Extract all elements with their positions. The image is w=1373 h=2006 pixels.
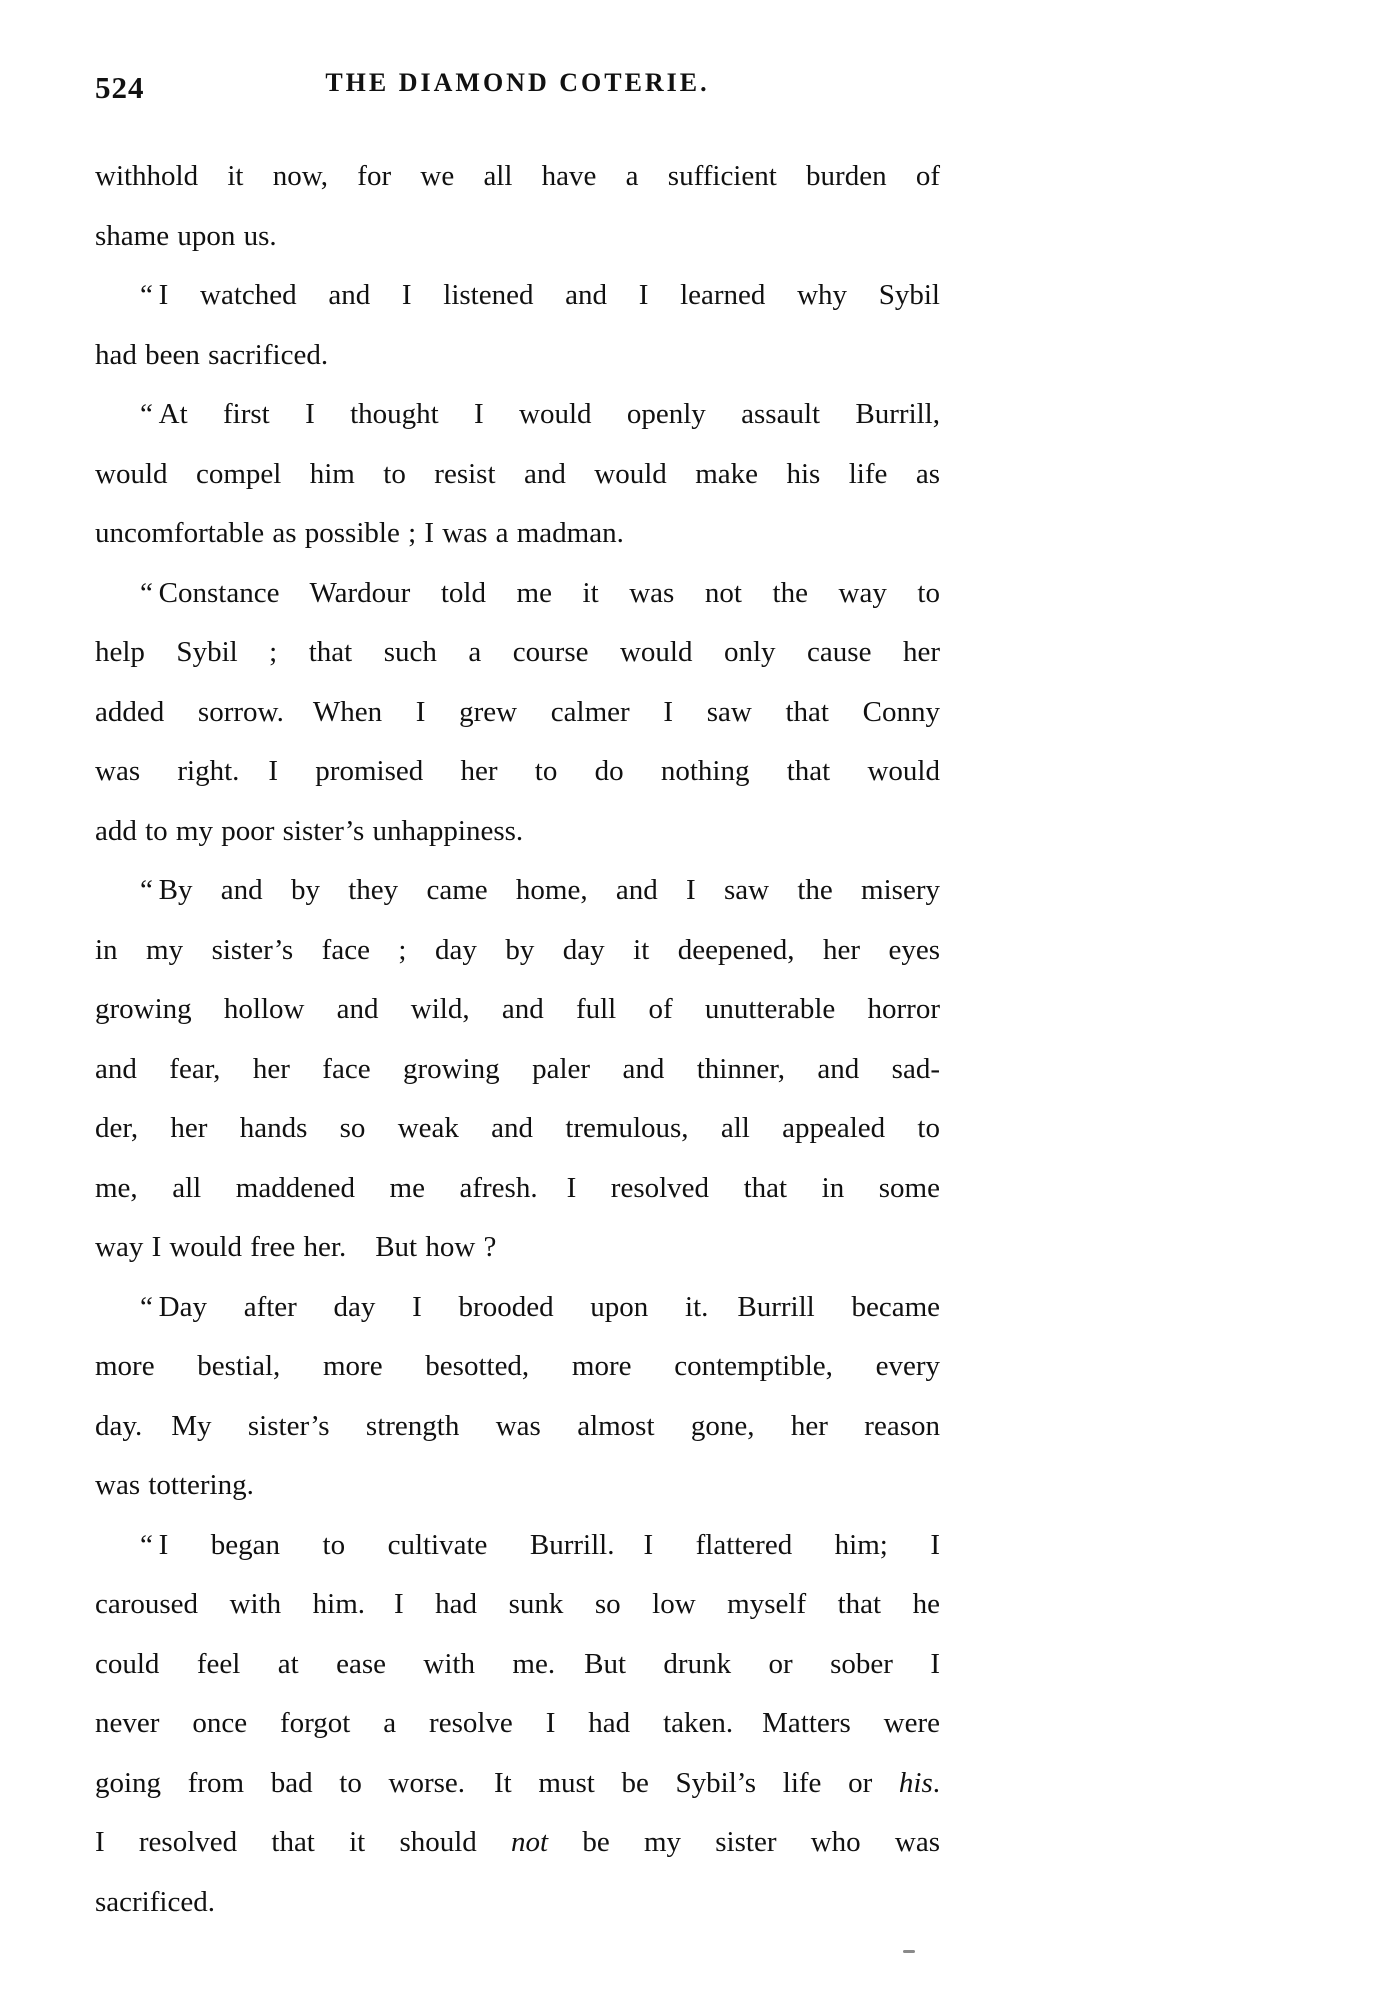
text-run: uncomfortable as possible ; I was a madman.: [95, 517, 624, 549]
text-line: [95, 1218, 940, 1278]
text-line: [95, 564, 940, 624]
text-run: more bestial, more besotted, more contemptible, every: [95, 1350, 940, 1382]
text-run: could feel at ease with me. But drunk or sober I: [95, 1647, 940, 1680]
text-line: [95, 1099, 940, 1159]
text-run: growing hollow and wild, and full of unutterable horror: [95, 993, 940, 1025]
text-run: I resolved that it should: [95, 1826, 512, 1858]
page-header: [95, 68, 940, 108]
text-run: never once forgot a resolve I had taken. Matters were: [95, 1707, 940, 1739]
text-run: “ I began to cultivate Burrill. I flattered him; I: [140, 1528, 940, 1561]
text-line: [95, 802, 940, 862]
text-line: [95, 1635, 940, 1695]
italic-text-run: not: [511, 1826, 549, 1858]
text-run: be my sister who was: [548, 1826, 940, 1858]
text-run: “ Constance Wardour told me it was not the way to: [140, 576, 940, 609]
text-line: [95, 1337, 940, 1397]
text-line: [95, 1516, 940, 1576]
text-line: [95, 1754, 940, 1814]
text-run: going from bad to worse. It must be Sybil’s life or: [95, 1766, 899, 1799]
text-line: [95, 980, 940, 1040]
text-line: [95, 1159, 940, 1219]
text-run: “ Day after day I brooded upon it. Burrill became: [140, 1290, 940, 1323]
text-run: add to my poor sister’s unhappiness.: [95, 814, 524, 847]
text-run: “ At first I thought I would openly assault Burrill,: [140, 398, 940, 430]
text-run: .: [932, 1766, 940, 1799]
scan-artifact-mark: [903, 1950, 915, 1953]
page-number: 524: [95, 70, 145, 105]
text-run: day. My sister’s strength was almost gone, her reason: [95, 1409, 940, 1442]
italic-text-run: his: [898, 1766, 933, 1799]
text-line: [95, 147, 940, 207]
text-run: help Sybil ; that such a course would only cause her: [95, 636, 940, 668]
text-line: [95, 504, 940, 564]
text-line: [95, 1397, 940, 1457]
text-line: [95, 1575, 940, 1635]
text-run: withhold it now, for we all have a sufficient burden of: [95, 160, 940, 192]
text-line: [95, 683, 940, 743]
text-line: [95, 623, 940, 683]
text-line: [95, 385, 940, 445]
text-run: and fear, her face growing paler and thinner, and sad-: [95, 1052, 940, 1085]
text-line: [95, 326, 940, 386]
text-run: way I would free her. But how ?: [95, 1231, 497, 1263]
text-line: [95, 1278, 940, 1338]
text-line: [95, 445, 940, 505]
text-line: [95, 1456, 940, 1516]
text-line: [95, 742, 940, 802]
text-run: would compel him to resist and would make his life as: [95, 457, 940, 490]
body-text: [95, 147, 940, 1932]
text-run: der, her hands so weak and tremulous, all appealed to: [95, 1112, 940, 1144]
text-line: [95, 861, 940, 921]
text-run: “ I watched and I listened and I learned why Sybil: [140, 279, 940, 311]
text-line: [95, 921, 940, 981]
text-run: in my sister’s face ; day by day it deepened, her eyes: [95, 933, 940, 966]
text-run: had been sacrificed.: [95, 338, 329, 371]
text-run: was right. I promised her to do nothing that would: [95, 755, 940, 787]
text-run: sacrificed.: [95, 1885, 215, 1918]
text-line: [95, 1813, 940, 1873]
text-run: caroused with him. I had sunk so low myself that he: [95, 1588, 940, 1620]
text-line: [95, 266, 940, 326]
text-line: [95, 1873, 940, 1933]
text-line: [95, 1694, 940, 1754]
text-run: me, all maddened me afresh. I resolved that in some: [95, 1171, 940, 1204]
text-line: [95, 207, 940, 267]
text-run: was tottering.: [95, 1469, 254, 1501]
running-title: THE DIAMOND COTERIE.: [325, 67, 710, 98]
text-run: “ By and by they came home, and I saw the misery: [140, 874, 940, 906]
text-run: shame upon us.: [95, 219, 277, 252]
text-line: [95, 1040, 940, 1100]
text-run: added sorrow. When I grew calmer I saw that Conny: [95, 695, 940, 728]
